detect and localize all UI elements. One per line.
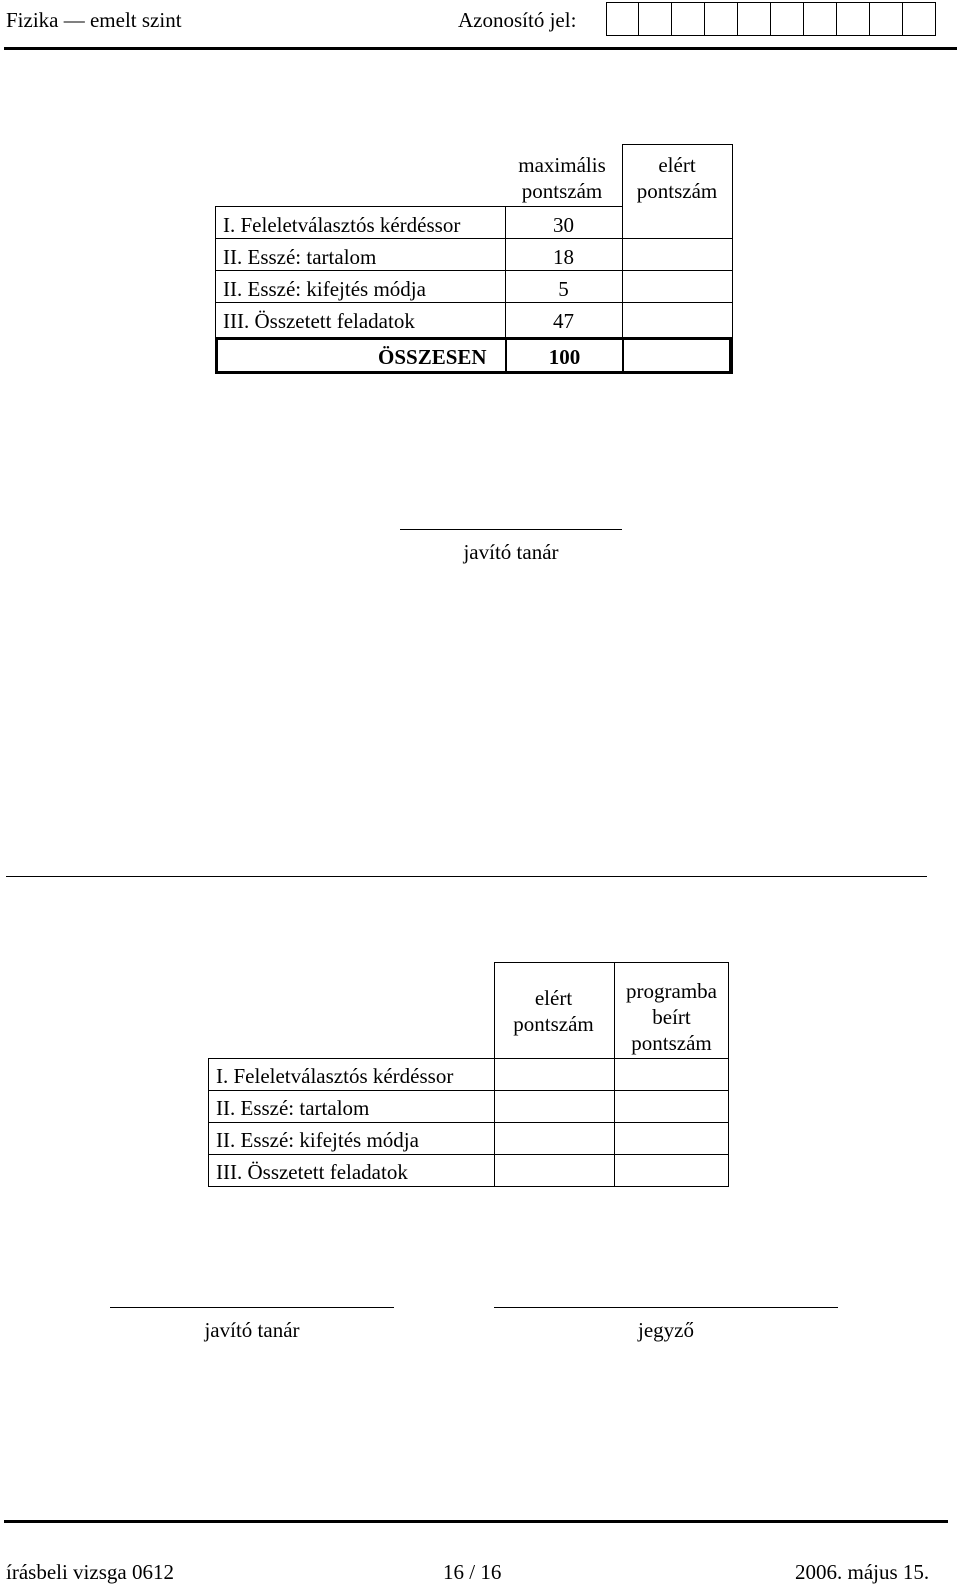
row-label: II. Esszé: tartalom (223, 245, 377, 269)
row-max: 5 (558, 277, 569, 301)
row-max: 30 (553, 213, 574, 237)
row-label: II. Esszé: kifejtés módja (216, 1128, 419, 1152)
program-score-cell[interactable] (616, 1092, 727, 1121)
rule (208, 1090, 728, 1091)
signature-line-registrar (494, 1307, 838, 1308)
footer-exam: írásbeli vizsga 0612 (6, 1560, 174, 1584)
id-boxes (606, 2, 936, 36)
id-box[interactable] (606, 2, 639, 36)
col-header-got (494, 985, 613, 1037)
id-box[interactable] (804, 2, 837, 36)
rule (208, 1154, 728, 1155)
row-max: 18 (553, 245, 574, 269)
signature-label-teacher: javító tanár (204, 1318, 300, 1342)
score-cell[interactable] (496, 1092, 613, 1121)
score-cell[interactable] (496, 1124, 613, 1153)
id-box[interactable] (771, 2, 804, 36)
row-label: II. Esszé: tartalom (216, 1096, 370, 1120)
signature-label: javító tanár (463, 540, 559, 564)
program-score-cell[interactable] (616, 1156, 727, 1185)
id-box[interactable] (639, 2, 672, 36)
rule (208, 1122, 728, 1123)
rule (215, 206, 622, 207)
row-label: I. Feleletválasztós kérdéssor (216, 1064, 454, 1088)
rule (732, 144, 733, 374)
rule (208, 1186, 729, 1187)
id-box[interactable] (837, 2, 870, 36)
id-box[interactable] (705, 2, 738, 36)
score-cell[interactable] (496, 1156, 613, 1185)
score-cell[interactable] (624, 239, 731, 269)
col-header-got-line1: elért (658, 153, 696, 177)
footer-rule (4, 1520, 948, 1523)
col-header-got-line1: elért (534, 986, 573, 1010)
rule (208, 1058, 728, 1059)
signature-line (400, 529, 622, 530)
total-score-cell[interactable] (626, 340, 730, 371)
row-label: I. Feleletválasztós kérdéssor (223, 213, 461, 237)
rule (494, 962, 728, 963)
row-max: 47 (553, 309, 574, 333)
header-subject: Fizika — emelt szint (6, 8, 182, 32)
col-header-got-line2: pontszám (636, 179, 718, 203)
total-max: 100 (548, 345, 581, 369)
rule (622, 337, 624, 374)
col-header-prog-line3: pontszám (631, 1031, 712, 1055)
section-divider (6, 876, 927, 877)
header-rule (4, 47, 957, 50)
col-header-prog (614, 978, 729, 1056)
col-header-got (622, 152, 732, 204)
score-cell[interactable] (624, 271, 731, 301)
rule (215, 206, 216, 343)
id-box[interactable] (870, 2, 903, 36)
row-label: II. Esszé: kifejtés módja (223, 277, 426, 301)
rule (728, 962, 729, 1187)
signature-label-registrar: jegyző (638, 1318, 694, 1342)
row-label: III. Összetett feladatok (223, 309, 415, 333)
footer-date: 2006. május 15. (795, 1560, 930, 1584)
row-label: III. Összetett feladatok (216, 1160, 408, 1184)
score-cell[interactable] (624, 303, 731, 333)
program-score-cell[interactable] (616, 1060, 727, 1089)
rule (622, 144, 733, 145)
score-cell[interactable] (496, 1060, 613, 1089)
id-label: Azonosító jel: (458, 8, 577, 32)
footer-page: 16 / 16 (443, 1560, 502, 1584)
signature-line-teacher (110, 1307, 394, 1308)
col-header-max-line1: maximális (518, 153, 606, 177)
program-score-cell[interactable] (616, 1124, 727, 1153)
id-box[interactable] (738, 2, 771, 36)
col-header-prog-line1: programba (626, 979, 717, 1003)
col-header-max-line2: pontszám (521, 179, 603, 203)
id-box[interactable] (903, 2, 936, 36)
total-label: ÖSSZESEN (378, 345, 487, 369)
col-header-max (505, 152, 619, 204)
col-header-prog-line2: beírt (652, 1005, 691, 1029)
id-box[interactable] (672, 2, 705, 36)
col-header-got-line2: pontszám (513, 1012, 594, 1036)
score-cell[interactable] (624, 207, 731, 237)
